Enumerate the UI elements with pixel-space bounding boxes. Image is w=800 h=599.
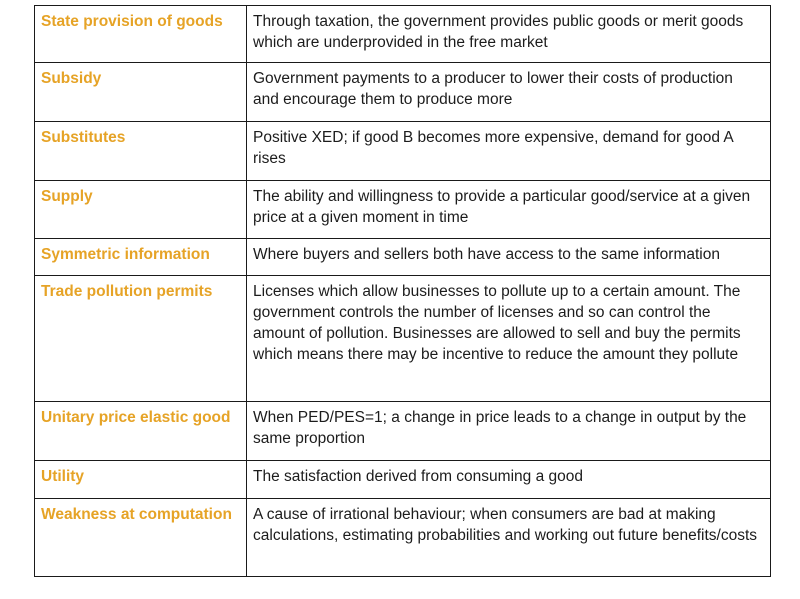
definition-cell: The satisfaction derived from consuming a good <box>247 461 771 499</box>
term-cell: Trade pollution permits <box>35 276 247 402</box>
table-row <box>35 461 771 499</box>
table-row <box>35 63 771 122</box>
definition-cell: A cause of irrational behaviour; when consumers are bad at making calculations, estimating probabilities and working out future benefits/costs <box>247 499 771 577</box>
definition-cell: Licenses which allow businesses to pollute up to a certain amount. The government controls the number of licenses and so can control the amount of pollution. Businesses are allowed to sell and buy the permits which means there may be incentive to reduce the amount they pollute <box>247 276 771 402</box>
term-cell: Supply <box>35 181 247 239</box>
definition-cell: Through taxation, the government provides public goods or merit goods which are underprovided in the free market <box>247 6 771 63</box>
table-row <box>35 181 771 239</box>
table-row <box>35 276 771 402</box>
term-cell: Subsidy <box>35 63 247 122</box>
definition-cell: Where buyers and sellers both have access to the same information <box>247 239 771 276</box>
term-cell: State provision of goods <box>35 6 247 63</box>
definition-cell: The ability and willingness to provide a particular good/service at a given price at a given moment in time <box>247 181 771 239</box>
term-cell: Utility <box>35 461 247 499</box>
term-cell: Unitary price elastic good <box>35 402 247 461</box>
term-cell: Symmetric information <box>35 239 247 276</box>
glossary-table <box>34 5 771 577</box>
table-row <box>35 239 771 276</box>
table-row <box>35 499 771 577</box>
term-cell: Weakness at computation <box>35 499 247 577</box>
definition-cell: Positive XED; if good B becomes more expensive, demand for good A rises <box>247 122 771 181</box>
definition-cell: When PED/PES=1; a change in price leads to a change in output by the same proportion <box>247 402 771 461</box>
term-cell: Substitutes <box>35 122 247 181</box>
table-row <box>35 122 771 181</box>
table-row <box>35 6 771 63</box>
definition-cell: Government payments to a producer to lower their costs of production and encourage them to produce more <box>247 63 771 122</box>
table-row <box>35 402 771 461</box>
